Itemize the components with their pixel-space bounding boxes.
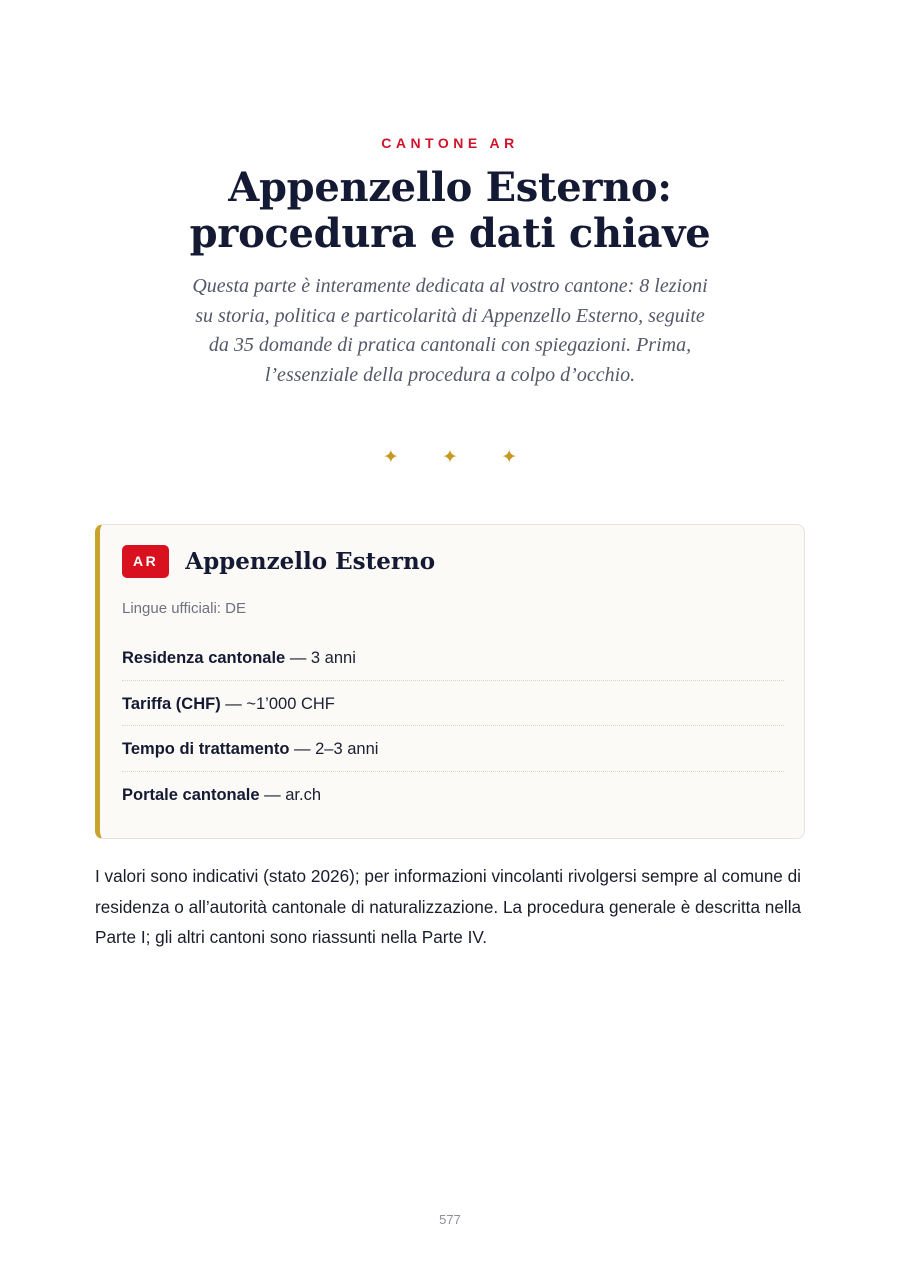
fact-label: Portale cantonale — [122, 785, 260, 804]
fact-value: 2–3 anni — [315, 740, 379, 758]
page-title-line-1: Appenzello Esterno: — [228, 164, 672, 211]
fact-separator: — — [220, 694, 247, 713]
canton-code-badge: AR — [122, 545, 169, 578]
fact-label: Tempo di trattamento — [122, 740, 290, 758]
fact-row-portal — [122, 772, 784, 818]
fact-value: ~1’000 CHF — [246, 694, 335, 713]
card-title: Appenzello Esterno — [185, 547, 436, 575]
canton-summary-card — [95, 524, 805, 839]
fact-separator: — — [289, 740, 316, 758]
fact-row-fee — [122, 681, 784, 727]
fact-row-residence — [122, 635, 784, 681]
card-header — [122, 544, 435, 578]
section-eyebrow: CANTONE AR — [381, 135, 519, 151]
disclaimer-paragraph: I valori sono indicativi (stato 2026); per informazioni vincolanti rivolgersi sempre al comune di residenza o all’autorità cantonale di naturalizzazione. La procedura generale è descritta nella Parte I; gli altri cantoni sono riassunti nella Parte IV. — [95, 866, 802, 947]
official-languages: Lingue ufficiali: DE — [122, 600, 246, 617]
page-title-line-2: procedura e dati chiave — [189, 210, 711, 257]
ornament-stars-divider: ✦ ✦ ✦ — [382, 447, 537, 468]
page-title — [100, 165, 800, 257]
fact-separator: — — [285, 649, 311, 667]
fact-value: 3 anni — [310, 649, 356, 667]
page-number: 577 — [439, 1212, 461, 1227]
fact-row-processing-time — [122, 726, 784, 772]
fact-value: ar.ch — [285, 785, 321, 804]
fact-separator: — — [259, 785, 286, 804]
fact-label: Residenza cantonale — [122, 649, 286, 667]
fact-label: Tariffa (CHF) — [122, 694, 221, 713]
intro-paragraph: Questa parte è interamente dedicata al vostro cantone: 8 lezioni su storia, politica e particolarità di Appenzello Esterno, seguite da 35 domande di pratica cantonali con spiegazioni. Prima, l’essenziale della procedura a colpo d’occhio. — [192, 275, 708, 386]
key-facts-list — [122, 635, 784, 817]
